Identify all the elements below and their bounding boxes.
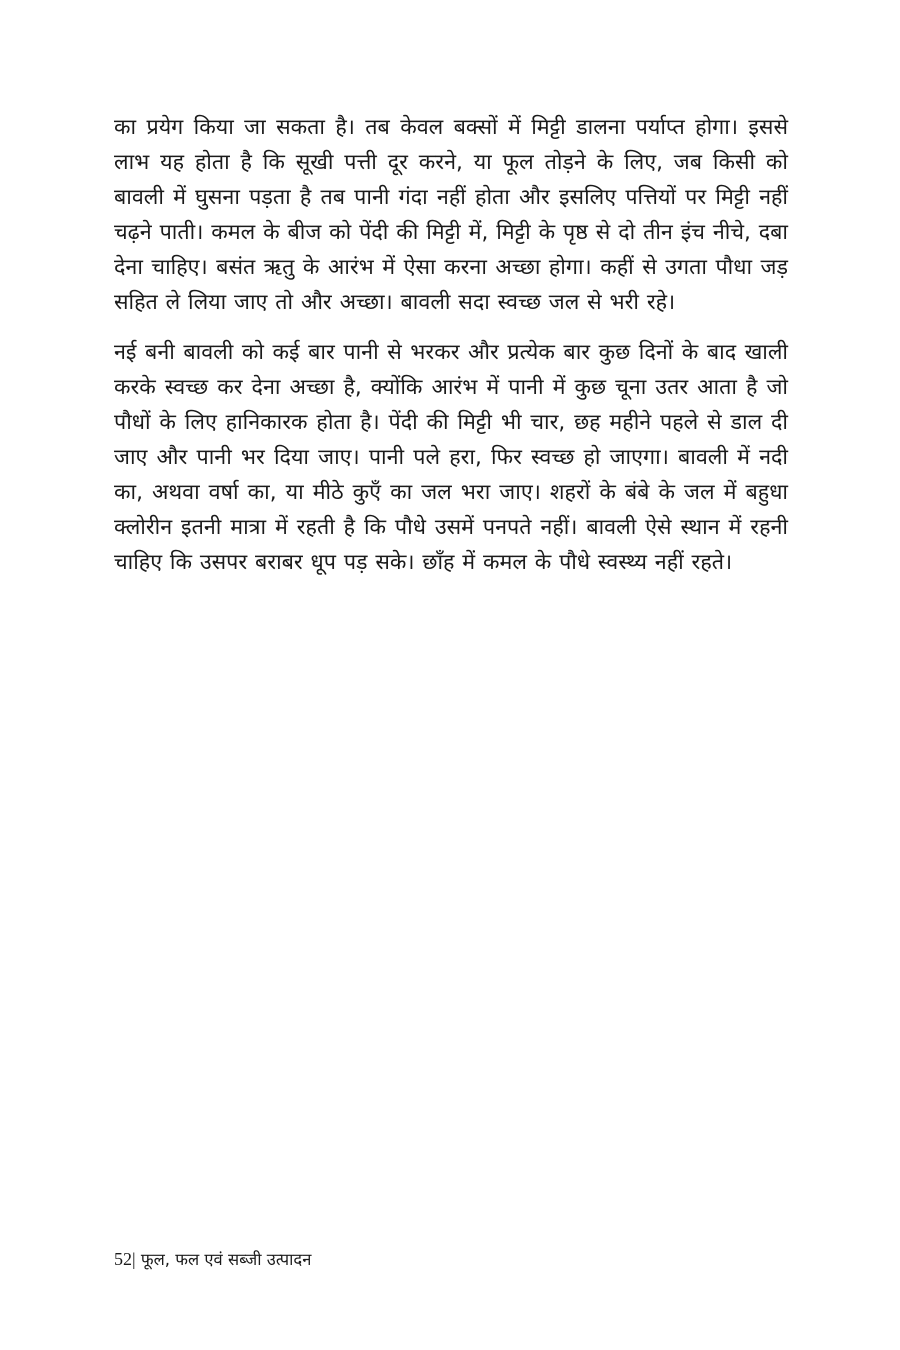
page-footer — [114, 1248, 311, 1271]
page-number: 52 — [114, 1249, 132, 1269]
paragraph-2: नई बनी बावली को कई बार पानी से भरकर और प्रत्येक बार कुछ दिनों के बाद खाली करके स्वच्छ कर देना अच्छा है, क्योंकि आरंभ में पानी में कुछ चूना उतर आता है जो पौधों के लिए हानिकारक होता है। पेंदी की मिट्टी भी चार, छह महीने पहले से डाल दी जाए और पानी भर दिया जाए। पानी पले हरा, फिर स्वच्छ हो जाएगा। बावली में नदी का, अथवा वर्षा का, या मीठे कुएँ का जल भरा जाए। शहरों के बंबे के जल में बहुधा क्लोरीन इतनी मात्रा में रहती है कि पौधे उसमें पनपते नहीं। बावली ऐसे स्थान में रहनी चाहिए कि उसपर बराबर धूप पड़ सके। छाँह में कमल के पौधे स्वस्थ्य नहीं रहते। — [114, 340, 788, 575]
footer-separator: | — [132, 1249, 136, 1269]
book-title: फूल, फल एवं सब्जी उत्पादन — [135, 1250, 312, 1269]
body-text — [114, 110, 788, 580]
paragraph-1: का प्रयेग किया जा सकता है। तब केवल बक्सों में मिट्टी डालना पर्याप्त होगा। इससे लाभ यह होता है कि सूखी पत्ती दूर करने, या फूल तोड़ने के लिए, जब किसी को बावली में घुसना पड़ता है तब पानी गंदा नहीं होता और इसलिए पत्तियों पर मिट्टी नहीं चढ़ने पाती। कमल के बीज को पेंदी की मिट्टी में, मिट्टी के पृष्ठ से दो तीन इंच नीचे, दबा देना चाहिए। बसंत ऋतु के आरंभ में ऐसा करना अच्छा होगा। कहीं से उगता पौधा जड़ सहित ले लिया जाए तो और अच्छा। बावली सदा स्वच्छ जल से भरी रहे। — [114, 115, 788, 315]
